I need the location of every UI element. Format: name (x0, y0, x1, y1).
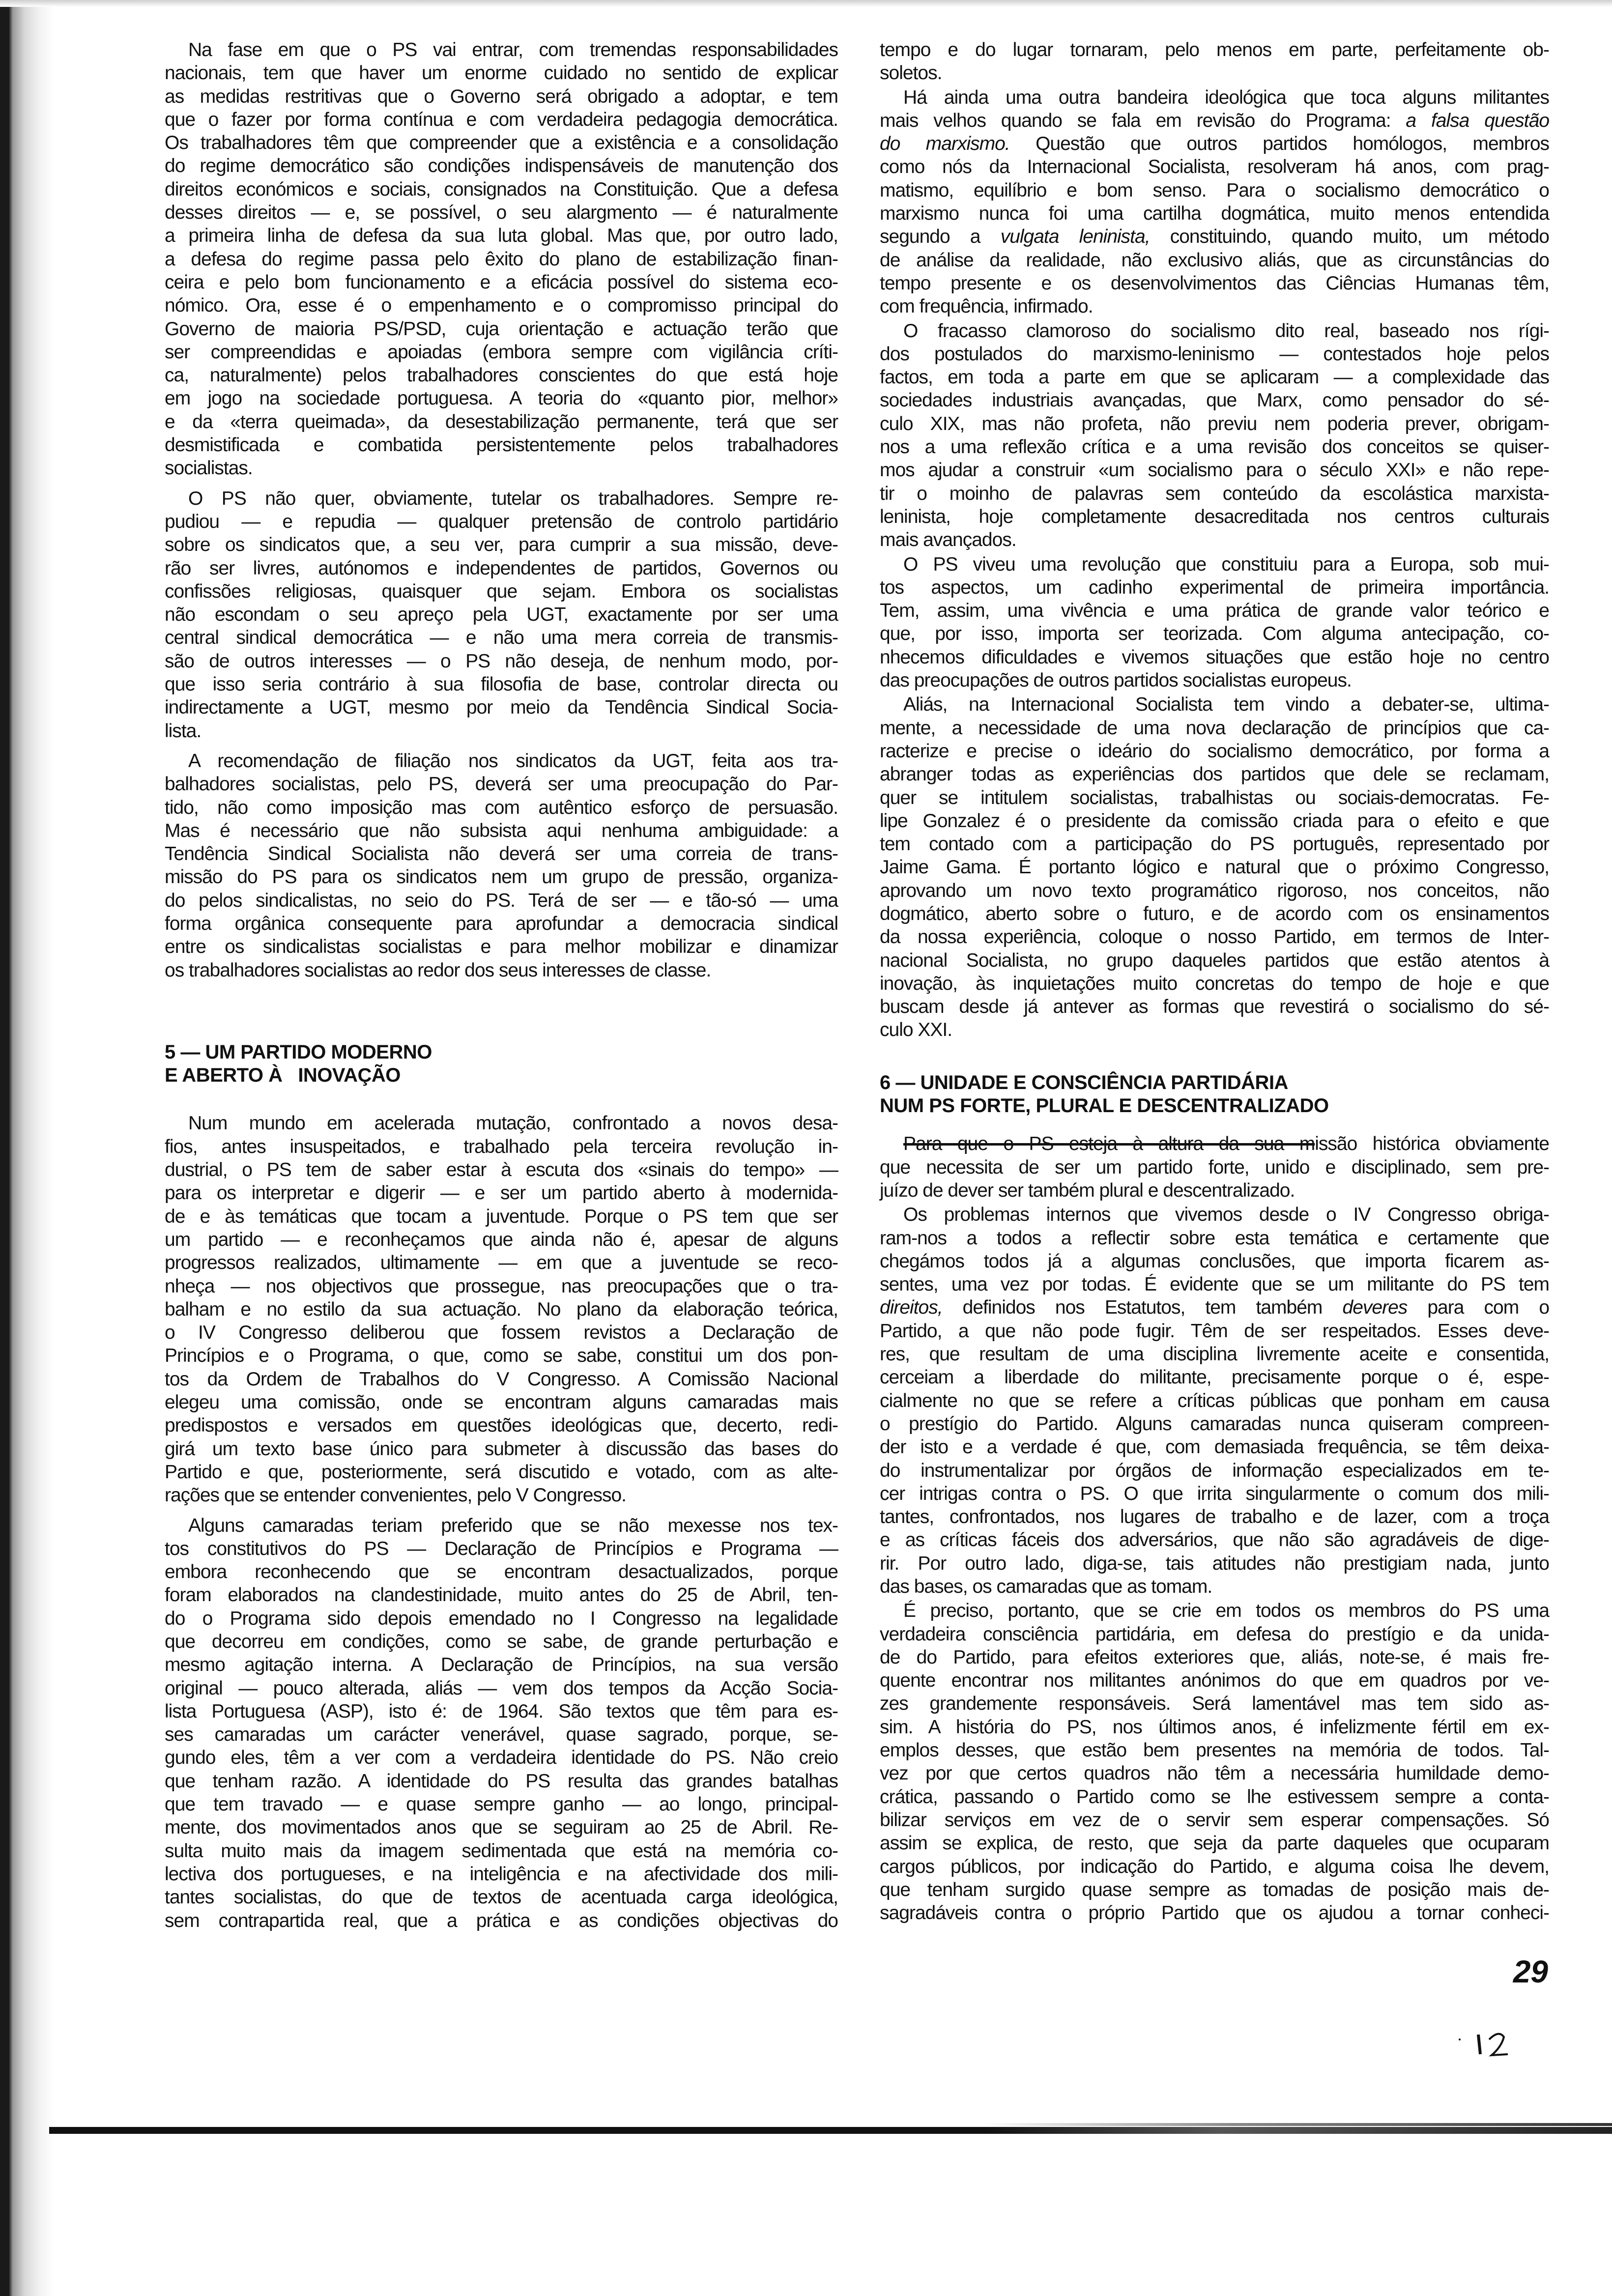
text-line: chegámos todos já a algumas conclusões, que importa ficarem as- (880, 1250, 1549, 1272)
text-line: das preocupações de outros partidos socialistas europeus. (880, 670, 1352, 691)
text-line: que tenham razão. A identidade do PS resulta das grandes batalhas (165, 1770, 838, 1792)
text-line: a primeira linha de defesa da sua luta global. Mas que, por outro lado, (165, 225, 838, 247)
text-line: der isto e a verdade é que, com demasiada frequência, se têm deixa- (880, 1436, 1549, 1458)
text-line: dos postulados do marxismo-leninismo — contestados hoje pelos (880, 343, 1549, 365)
text-line: verdadeira consciência partidária, em defesa do prestígio e da unida- (880, 1623, 1549, 1645)
text-line: missão do PS para os sindicatos nem um grupo de pressão, organiza- (165, 866, 838, 888)
text-line: tos da Ordem de Trabalhos do V Congresso. A Comissão Nacional (165, 1368, 838, 1390)
text-line: dogmático, aberto sobre o futuro, e de acordo com os ensinamentos (880, 903, 1549, 924)
text-line: cer intrigas contra o PS. O que irrita singularmente o comum dos mili- (880, 1483, 1549, 1504)
paragraph (880, 553, 1549, 692)
text-line: confissões religiosas, quaisquer que sejam. Embora os socialistas (165, 580, 838, 602)
text-segment: issão histórica obviamente (1315, 1133, 1549, 1155)
text-line: da nossa experiência, coloque o nosso Partido, em termos de Inter- (880, 926, 1549, 948)
text-line: indirectamente a UGT, mesmo por meio da Tendência Sindical Socia- (165, 697, 838, 718)
text-line: dustrial, o PS tem de saber estar à escuta dos «sinais do tempo» — (165, 1159, 838, 1181)
page-number: 29 (1513, 1954, 1548, 1989)
paragraph (880, 1203, 1549, 1598)
text-line: nacionais, tem que haver um enorme cuidado no sentido de explicar (165, 62, 838, 84)
text-line: 6 — UNIDADE E CONSCIÊNCIA PARTIDÁRIA (880, 1071, 1288, 1093)
text-line: do regime democrático são condições indispensáveis de manutenção dos (165, 155, 838, 177)
text-line: buscam desde já antever as formas que revestirá o socialismo do sé- (880, 996, 1549, 1018)
text-line: do pelos sindicalistas, no seio do PS. Terá de ser — e tão-só — uma (165, 890, 838, 911)
paragraph (165, 38, 838, 480)
text-line: o IV Congresso deliberou que fossem revistos a Declaração de (165, 1322, 838, 1344)
scan-rule-shadow (983, 2123, 1612, 2126)
text-line: predispostos e versados em questões ideológicas que, decerto, redi- (165, 1415, 838, 1436)
text-line: mente, dos movimentados anos que se seguiram ao 25 de Abril. Re- (165, 1817, 838, 1838)
text-line: e da «terra queimada», da desestabilização permanente, terá que ser (165, 411, 838, 432)
text-line: central sindical democrática — e não uma mera correia de transmis- (165, 627, 838, 649)
text-line: cialmente no que se refere a críticas públicas que ponham em causa (880, 1390, 1549, 1411)
text-line: lista. (165, 720, 202, 742)
text-line: desses direitos — e, se possível, o seu alargmento — é naturalmente (165, 202, 838, 224)
text-line: ceira e pelo bom funcionamento e a eficácia possível do sistema eco- (165, 271, 838, 293)
text-line: nacional Socialista, no grupo daqueles partidos que estão atentos à (880, 949, 1549, 971)
text-line: mente, a necessidade de uma nova declaração de princípios que ca- (880, 717, 1549, 739)
text-line: embora reconhecendo que se encontram desactualizados, porque (165, 1561, 838, 1583)
text-line: as medidas restritivas que o Governo será obrigado a adoptar, e tem (165, 86, 838, 107)
text-line: não escondam o seu apreço pela UGT, exactamente por ser uma (165, 604, 838, 626)
paragraph (165, 749, 838, 982)
text-line: nómico. Ora, esse é o empenhamento e o compromisso principal do (165, 295, 838, 316)
text-line: Alguns camaradas teriam preferido que se não mexesse nos tex- (188, 1515, 838, 1536)
text-line: 5 — UM PARTIDO MODERNO (165, 1041, 432, 1063)
text-line (880, 225, 1549, 248)
text-line: NUM PS FORTE, PLURAL E DESCENTRALIZADO (880, 1095, 1329, 1117)
text-line: sobre os sindicatos que, a seu ver, para cumprir a sua missão, deve- (165, 534, 838, 556)
text-line: socialistas. (165, 458, 253, 479)
text-line: tantes, confrontados, nos lugares de trabalho e de lazer, com a troça (880, 1506, 1549, 1528)
text-line: Na fase em que o PS vai entrar, com tremendas responsabilidades (188, 39, 838, 60)
text-line: emplos desses, que estão bem presentes na memória de todos. Tal- (880, 1740, 1549, 1761)
italic-text: a falsa questão (1406, 110, 1550, 131)
text-line: sociedades industriais avançadas, que Marx, como pensador do sé- (880, 390, 1549, 411)
handwritten-mark-icon (1450, 2025, 1519, 2064)
text-line: que tem travado — e quase sempre ganho — ao longo, principal- (165, 1794, 838, 1815)
text-line: do o Programa sido depois emendado no I Congresso na legalidade (165, 1607, 838, 1629)
text-line: de do Partido, para efeitos exteriores que, aliás, note-se, é mais fre- (880, 1646, 1549, 1668)
section-heading (880, 1071, 1549, 1118)
paragraph (880, 1599, 1549, 1924)
paragraph (880, 38, 1549, 85)
text-line: mos ajudar a construir «um socialismo para o século XXI» e não repe- (880, 459, 1549, 481)
text-line: Num mundo em acelerada mutação, confrontado a novos desa- (188, 1113, 838, 1134)
text-line: Aliás, na Internacional Socialista tem vindo a debater-se, ultima- (903, 694, 1549, 716)
text-line: forma orgânica consequente para aprofundar a democracia sindical (165, 913, 838, 934)
text-line: sim. A história do PS, nos últimos anos, é infelizmente fértil em ex- (880, 1716, 1549, 1738)
struck-text: Para que o PS esteja à altura da sua m (903, 1133, 1315, 1155)
text-line (880, 109, 1549, 132)
text-line: Tem, assim, uma vivência e uma prática de grande valor teórico e (880, 600, 1549, 622)
text-line: ca, naturalmente) pelos trabalhadores conscientes do que está hoje (165, 365, 838, 386)
text-line (880, 1132, 1549, 1155)
text-line: A recomendação de filiação nos sindicatos da UGT, feita aos tra- (188, 750, 838, 772)
text-line: quente encontrar nos militantes anónimos do que em quadros por ve- (880, 1670, 1549, 1692)
text-line: assim se explica, de resto, que seja da parte daqueles que ocuparam (880, 1833, 1549, 1854)
text-line: quer se intitulem socialistas, trabalhistas ou sociais-democratas. Fe- (880, 787, 1549, 808)
paragraph (165, 1112, 838, 1507)
text-line: elegeu uma comissão, onde se encontram alguns camaradas mais (165, 1392, 838, 1413)
text-line: Os problemas internos que vivemos desde o IV Congresso obriga- (903, 1204, 1549, 1226)
right-column (880, 38, 1549, 1925)
text-line: tem contado com a participação do PS português, representado por (880, 833, 1549, 855)
paragraph (880, 693, 1549, 1041)
italic-text: direitos, (880, 1297, 943, 1319)
paragraph (165, 1514, 838, 1932)
text-line: lectiva dos portugueses, e na inteligência e na afectividade dos mili- (165, 1863, 838, 1885)
text-line: sagradáveis contra o próprio Partido que os ajudou a tornar conheci- (880, 1902, 1549, 1924)
text-line (880, 1296, 1549, 1319)
text-line: e as críticas fáceis dos adversários, que não são agradáveis de dige- (880, 1529, 1549, 1551)
text-line: nhecemos dificuldades e vivemos situações que estão hoje no centro (880, 646, 1549, 668)
text-line: Governo de maioria PS/PSD, cuja orientação e actuação terão que (165, 318, 838, 340)
text-line (880, 132, 1549, 155)
text-line: Há ainda uma outra bandeira ideológica que toca alguns militantes (903, 86, 1549, 108)
text-line: original — pouco alterada, aliás — vem dos tempos da Acção Socia- (165, 1677, 838, 1699)
text-line: factos, em toda a parte em que se aplicaram — a complexidade das (880, 367, 1549, 388)
text-segment: segundo a (880, 226, 1001, 248)
text-line: tos aspectos, um cadinho experimental de primeira importância. (880, 576, 1549, 598)
text-line: um partido — e reconheçamos que ainda não é, apesar de alguns (165, 1229, 838, 1250)
text-line: balham e no estilo da sua actuação. No plano da elaboração teórica, (165, 1298, 838, 1320)
text-line: aprovando um novo texto programático rigoroso, nos conceitos, não (880, 880, 1549, 901)
text-line: Tendência Sindical Socialista não deverá ser uma correia de trans- (165, 843, 838, 865)
text-line: mesmo agitação interna. A Declaração de Princípios, na sua versão (165, 1654, 838, 1676)
left-column (165, 38, 838, 1939)
text-line: crática, passando o Partido como se lhe estivessem sempre a conta- (880, 1786, 1549, 1808)
text-line: É preciso, portanto, que se crie em todos os membros do PS uma (903, 1600, 1549, 1622)
text-line: que, por isso, importa ser teorizada. Com alguma antecipação, co- (880, 623, 1549, 645)
text-line: para os interpretar e digerir — e ser um partido aberto à modernida- (165, 1182, 838, 1204)
text-line: matismo, equilíbrio e bom senso. Para o socialismo democrático o (880, 179, 1549, 201)
text-line: Princípios e o Programa, o que, como se sabe, constitui um dos pon- (165, 1345, 838, 1367)
text-line: fios, antes insuspeitados, e trabalhado pela terceira revolução in- (165, 1136, 838, 1157)
text-line: leninista, hoje completamente desacreditada nos centros culturais (880, 506, 1549, 527)
text-line: com frequência, infirmado. (880, 296, 1093, 317)
text-line: culo XXI. (880, 1019, 952, 1041)
text-line: abranger todas as experiências dos partidos que dele se reclamam, (880, 764, 1549, 785)
text-line: soletos. (880, 62, 942, 84)
text-line: que isso seria contrário à sua filosofia de base, controlar directa ou (165, 674, 838, 695)
text-line: das bases, os camaradas que as tomam. (880, 1576, 1212, 1597)
section-heading (165, 1041, 838, 1088)
text-line: nos a uma reflexão crítica e a uma revisão dos conceitos se quiser- (880, 436, 1549, 458)
text-line: a defesa do regime passa pelo êxito do plano de estabilização finan- (165, 248, 838, 270)
text-line: sem contrapartida real, que a prática e as condições objectivas do (165, 1910, 838, 1931)
text-line: girá um texto base único para submeter à discussão das bases do (165, 1438, 838, 1460)
text-segment: mais velhos quando se fala em revisão do Programa: (880, 110, 1406, 131)
text-line: lista Portuguesa (ASP), isto é: de 1964. São textos que têm para es- (165, 1700, 838, 1722)
text-line: Jaime Gama. É portanto lógico e natural que o próximo Congresso, (880, 857, 1549, 878)
text-segment: definidos nos Estatutos, tem também (942, 1297, 1343, 1319)
text-line: ser compreendidas e apoiadas (embora sempre com vigilância críti- (165, 341, 838, 363)
text-line: mais avançados. (880, 529, 1016, 551)
text-line: balhadores socialistas, pelo PS, deverá ser uma preocupação do Par- (165, 774, 838, 795)
text-line: Partido, a que não pode fugir. Têm de ser respeitados. Esses deve- (880, 1320, 1549, 1342)
italic-text: do marxismo. (880, 133, 1010, 155)
text-line: rações que se entender convenientes, pelo V Congresso. (165, 1485, 626, 1506)
text-line: de e às temáticas que tocam a juventude. Porque o PS tem que ser (165, 1205, 838, 1227)
text-line: juízo de dever ser também plural e descentralizado. (880, 1179, 1295, 1201)
text-line: racterize e precise o ideário do socialismo democrático, por forma a (880, 740, 1549, 762)
text-line: progressos realizados, ultimamente — em que a juventude se reco- (165, 1252, 838, 1274)
text-line: zes grandemente responsáveis. Será lamentável mas tem sido as- (880, 1693, 1549, 1715)
text-line: E ABERTO À INOVAÇÃO (165, 1064, 401, 1087)
text-line: em jogo na sociedade portuguesa. A teoria do «quanto pior, melhor» (165, 388, 838, 409)
text-line: foram elaborados na clandestinidade, muito antes do 25 de Abril, ten- (165, 1584, 838, 1606)
text-line: tempo e do lugar tornaram, pelo menos em parte, perfeitamente ob- (880, 39, 1549, 60)
italic-text: deveres (1342, 1297, 1408, 1319)
text-line: Partido e que, posteriormente, será discutido e votado, com as alte- (165, 1461, 838, 1483)
scan-shadow-edge (0, 0, 54, 2296)
text-line: vez por que certos quadros não têm a necessária humildade demo- (880, 1763, 1549, 1784)
text-line: que o fazer por forma contínua e com verdadeira pedagogia democrática. (165, 109, 838, 130)
text-line: rão ser livres, autónomos e independentes de partidos, Governos ou (165, 557, 838, 579)
text-line: como nós da Internacional Socialista, resolveram há anos, com prag- (880, 156, 1549, 178)
text-line: O fracasso clamoroso do socialismo dito real, baseado nos rígi- (903, 320, 1549, 342)
text-line: cargos públicos, por indicação do Partido, e alguma coisa lhe devem, (880, 1856, 1549, 1877)
text-line: os trabalhadores socialistas ao redor dos seus interesses de classe. (165, 959, 711, 981)
text-line: culo XIX, mas não profeta, não previu nem poderia prever, obrigam- (880, 413, 1549, 434)
text-line: bilizar serviços em vez de o servir sem esperar compensações. Só (880, 1809, 1549, 1831)
text-segment: Questão que outros partidos homólogos, membros (1009, 133, 1550, 155)
text-line: sulta muito mais da imagem sedimentada que está na memória co- (165, 1840, 838, 1862)
text-line: tos constitutivos do PS — Declaração de Princípios e Programa — (165, 1538, 838, 1559)
text-line: desmistificada e combatida persistentemente pelos trabalhadores (165, 434, 838, 456)
text-line: que necessita de ser um partido forte, unido e disciplinado, sem pre- (880, 1156, 1549, 1178)
text-line: que tenham surgido quase sempre as tomadas de posição mais de- (880, 1879, 1549, 1900)
text-line: O PS viveu uma revolução que constituiu para a Europa, sob mui- (903, 553, 1549, 575)
paragraph (880, 86, 1549, 318)
text-line: res, que resultam de uma disciplina livremente aceite e consentida, (880, 1344, 1549, 1365)
text-line: direitos económicos e sociais, consignados na Constituição. Que a defesa (165, 178, 838, 200)
text-line: nheça — nos objectivos que prossegue, nas preocupações que o tra- (165, 1275, 838, 1297)
paragraph (880, 319, 1549, 552)
text-line: gundo eles, têm a ver com a verdadeira identidade do PS. Não creio (165, 1747, 838, 1769)
text-line: ses camaradas um carácter venerável, quase sagrado, porque, se- (165, 1724, 838, 1746)
text-line: ram-nos a todos a reflectir sobre esta temática e certamente que (880, 1227, 1549, 1249)
text-line: Mas é necessário que não subsista aqui nenhuma ambiguidade: a (165, 820, 838, 841)
text-line: que decorreu em condições, como se sabe, de grande perturbação e (165, 1631, 838, 1652)
text-line: Os trabalhadores têm que compreender que a existência e a consolidação (165, 132, 838, 154)
text-line: inovação, às inquietações muito concretas do tempo de hoje e que (880, 973, 1549, 994)
text-line: de análise da realidade, não exclusivo aliás, que as circunstâncias do (880, 249, 1549, 271)
text-line: tido, não como imposição mas com autêntico esforço de persuasão. (165, 797, 838, 818)
text-line: tir o moinho de palavras sem conteúdo da escolástica marxista- (880, 483, 1549, 504)
paragraph (165, 487, 838, 743)
text-line: tantes socialistas, do que de textos de acentuada carga ideológica, (165, 1887, 838, 1908)
text-line: lipe Gonzalez é o presidente da comissão criada para o efeito e que (880, 810, 1549, 832)
paragraph (880, 1132, 1549, 1202)
text-line: tempo presente e os desenvolvimentos das Ciências Humanas têm, (880, 272, 1549, 294)
text-line: o prestígio do Partido. Alguns camaradas nunca quiseram compreen- (880, 1413, 1549, 1435)
bottom-rule (49, 2127, 1612, 2134)
text-line: cerceiam a liberdade do militante, precisamente porque o é, espe- (880, 1367, 1549, 1388)
text-line: entre os sindicalistas socialistas e para melhor mobilizar e dinamizar (165, 936, 838, 958)
text-line: sentes, uma vez por todas. É evidente que se um militante do PS tem (880, 1274, 1549, 1295)
text-line: O PS não quer, obviamente, tutelar os trabalhadores. Sempre re- (188, 488, 838, 509)
text-segment: constituindo, quando muito, um método (1150, 226, 1549, 248)
text-line: pudiou — e repudia — qualquer pretensão de controlo partidário (165, 511, 838, 532)
text-segment: para com o (1407, 1297, 1550, 1319)
scan-top-edge (0, 0, 1612, 7)
italic-text: vulgata leninista, (1000, 226, 1150, 248)
text-line: do instrumentalizar por órgãos de informação especializados em te- (880, 1460, 1549, 1481)
text-line: rir. Por outro lado, diga-se, tais atitudes não prestigiam nada, junto (880, 1552, 1549, 1574)
text-line: marxismo nunca foi uma cartilha dogmática, muito menos entendida (880, 203, 1549, 225)
text-line: são de outros interesses — o PS não deseja, de nenhum modo, por- (165, 650, 838, 672)
